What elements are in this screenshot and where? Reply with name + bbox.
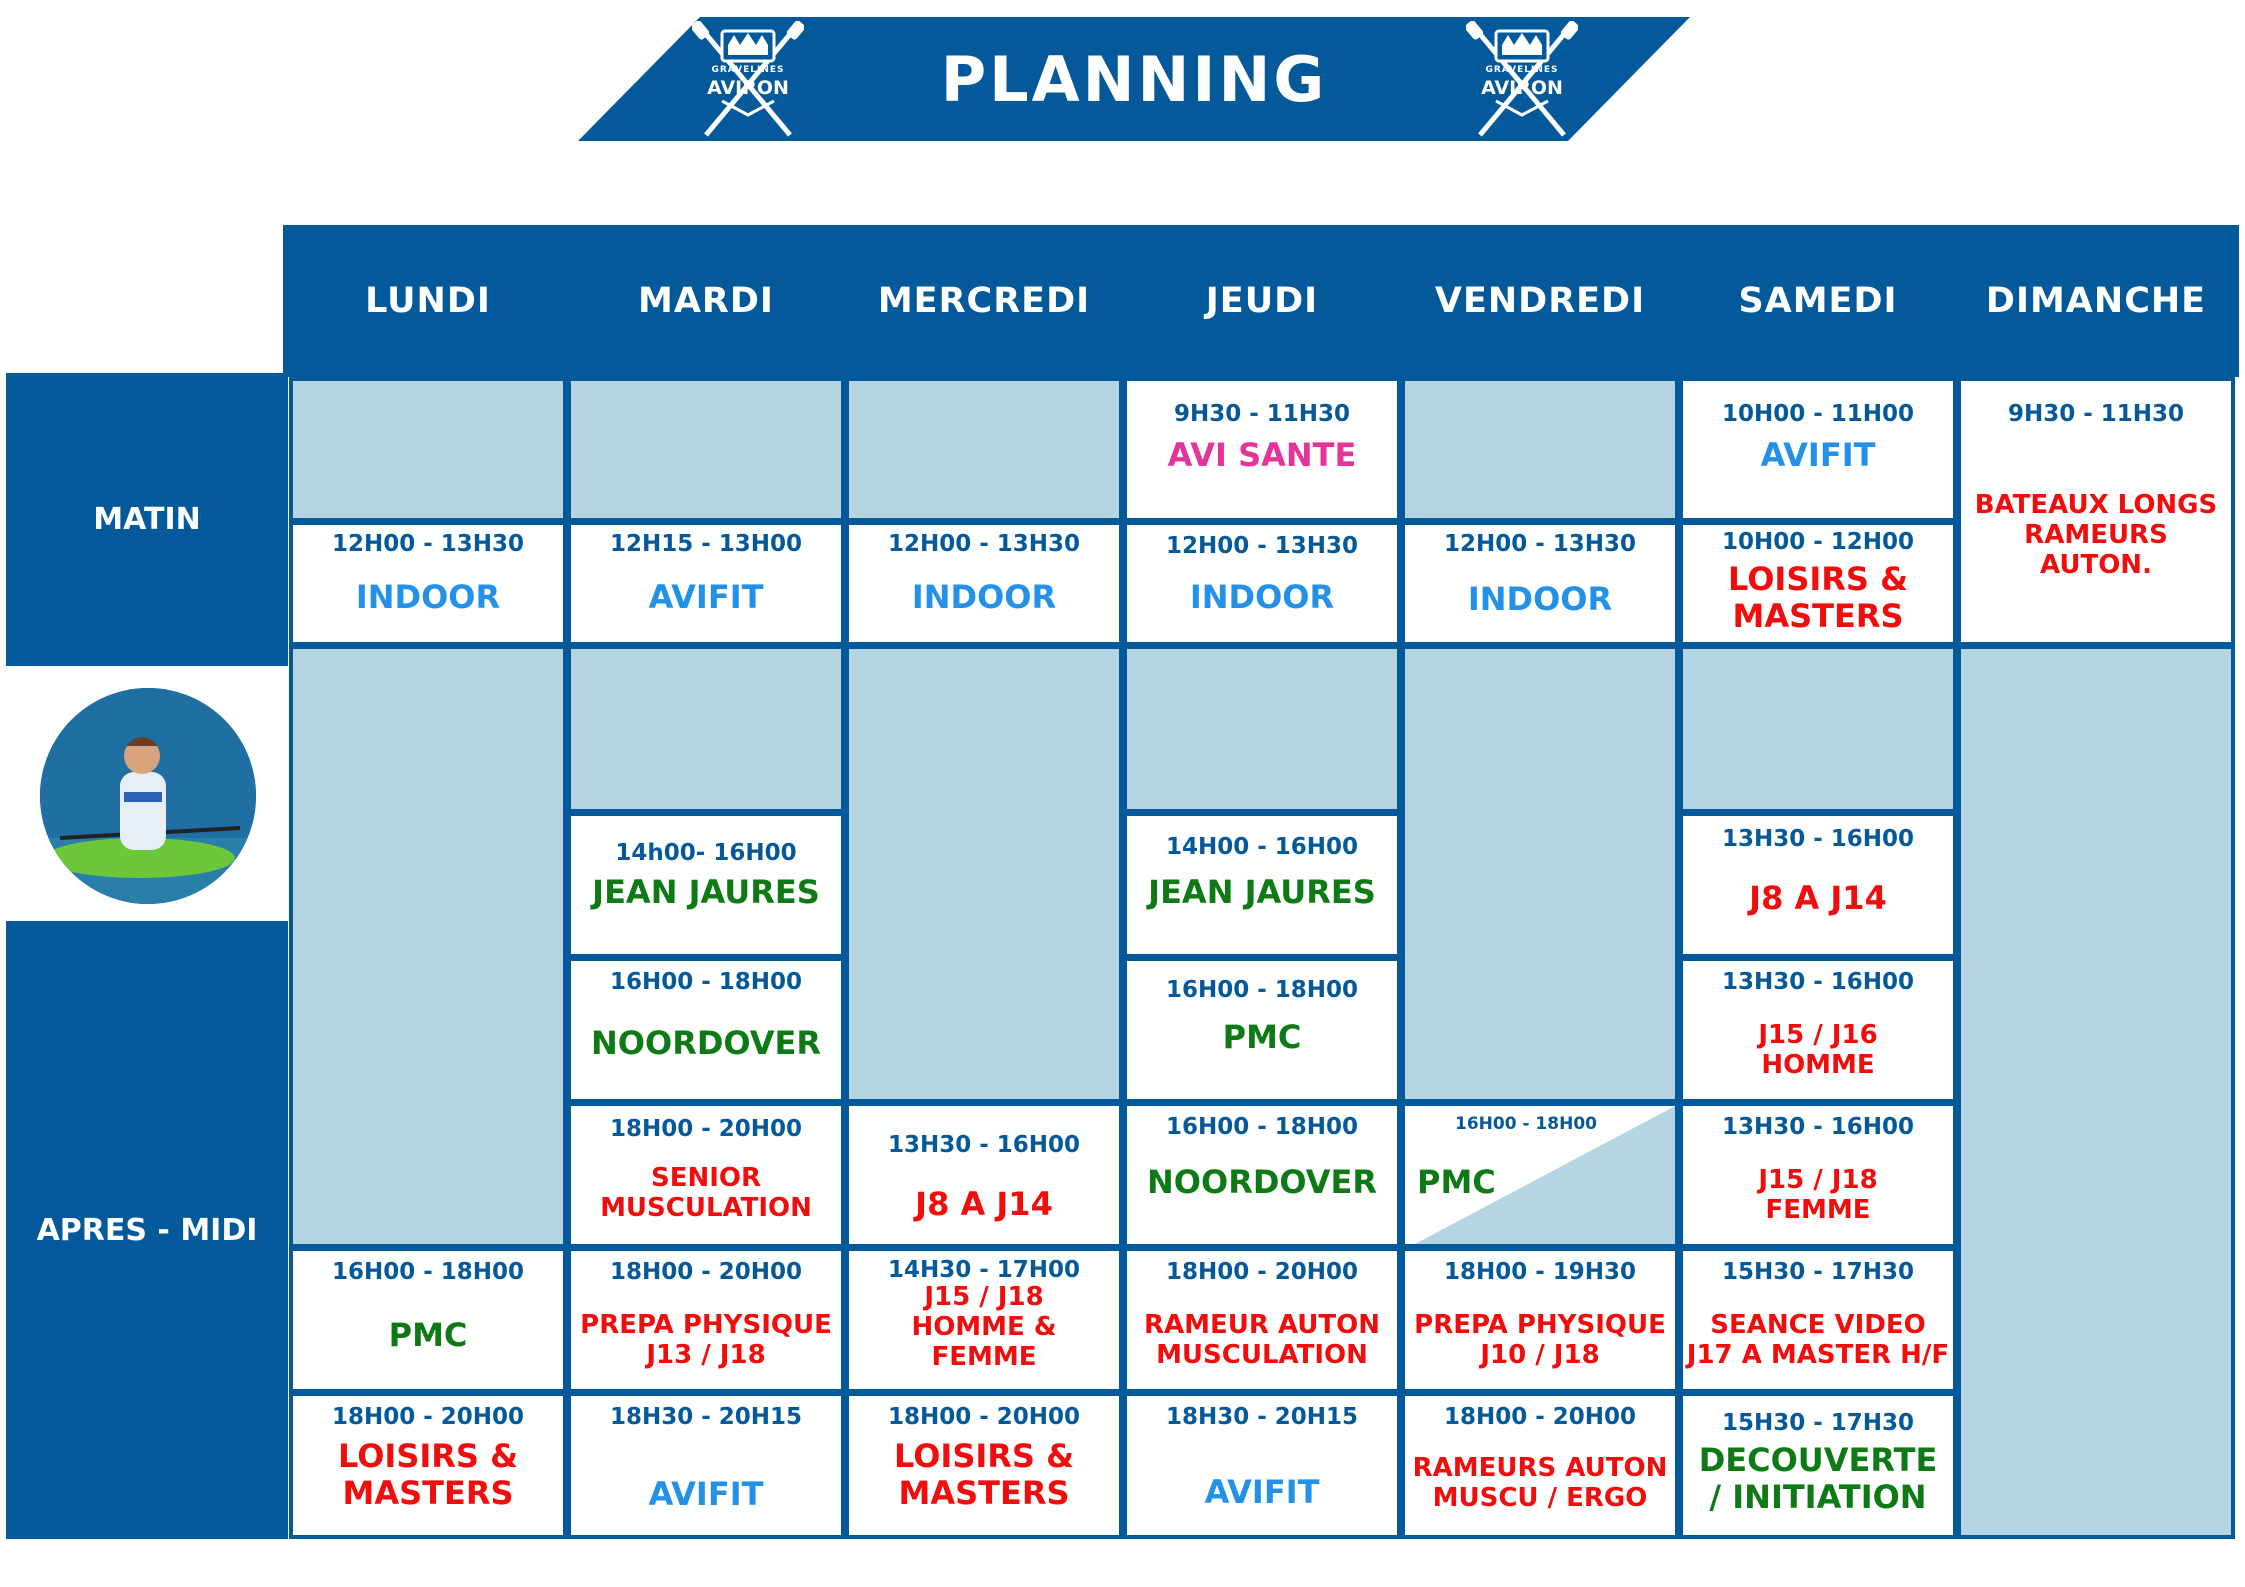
session-time: 15H30 - 17H30 xyxy=(1721,1259,1915,1285)
session-time: 18H00 - 20H00 xyxy=(331,1404,525,1430)
session-time: 10H00 - 11H00 xyxy=(1721,401,1915,427)
session-label: AVIFIT xyxy=(648,1475,764,1513)
empty-slot xyxy=(1957,645,2235,1539)
day-header-mercredi: MERCREDI xyxy=(877,281,1091,321)
session-mar-noordover xyxy=(567,957,845,1103)
session-label: AVIFIT xyxy=(1760,436,1876,474)
session-label: PREPA PHYSIQUE J13 / J18 xyxy=(580,1310,832,1370)
afternoon-header: APRES - MIDI xyxy=(6,921,288,1539)
session-label: LOISIRS & MASTERS xyxy=(893,1437,1075,1512)
session-time: 13H30 - 16H00 xyxy=(1721,1114,1915,1140)
empty-slot xyxy=(1401,377,1679,522)
session-time: 12H00 - 13H30 xyxy=(1165,533,1359,559)
session-jeu-pmc xyxy=(1123,957,1401,1103)
session-time: 18H00 - 20H00 xyxy=(1443,1404,1637,1430)
session-time: 9H30 - 11H30 xyxy=(2007,401,2185,427)
session-label: DECOUVERTE / INITIATION xyxy=(1698,1441,1938,1516)
session-mar-avifit-soir xyxy=(567,1392,845,1539)
empty-slot xyxy=(289,645,567,1248)
session-mer-j8-j14 xyxy=(845,1102,1123,1248)
session-label: INDOOR xyxy=(911,578,1057,616)
session-time: 18H00 - 20H00 xyxy=(609,1116,803,1142)
session-mer-loisirs xyxy=(845,1392,1123,1539)
session-time: 18H00 - 20H00 xyxy=(609,1259,803,1285)
session-sam-seance-video xyxy=(1679,1247,1957,1393)
session-time: 12H15 - 13H00 xyxy=(609,531,803,557)
day-header-lundi: LUNDI xyxy=(365,281,491,321)
session-jeu-rameur-auton xyxy=(1123,1247,1401,1393)
session-time: 16H00 - 18H00 xyxy=(331,1259,525,1285)
session-lun-loisirs xyxy=(289,1392,567,1539)
session-label: RAMEURS AUTON MUSCU / ERGO xyxy=(1412,1453,1668,1513)
session-jeu-jean-jaures xyxy=(1123,812,1401,958)
session-label: SENIOR MUSCULATION xyxy=(600,1163,812,1223)
session-time: 18H30 - 20H15 xyxy=(1165,1404,1359,1430)
session-jeu-indoor xyxy=(1123,521,1401,646)
session-label: JEAN JAURES xyxy=(1148,873,1376,911)
session-label: NOORDOVER xyxy=(1147,1163,1377,1201)
session-jeu-noordover xyxy=(1123,1102,1401,1248)
session-time: 12H00 - 13H30 xyxy=(1443,531,1637,557)
morning-header: MATIN xyxy=(6,373,288,666)
session-time: 16H00 - 18H00 xyxy=(1165,1114,1359,1140)
session-time: 13H30 - 16H00 xyxy=(1721,826,1915,852)
session-label: PMC xyxy=(1222,1018,1302,1056)
session-sam-j15-j16 xyxy=(1679,957,1957,1103)
session-label: LOISIRS & MASTERS xyxy=(337,1437,519,1512)
session-time: 16H00 - 18H00 xyxy=(1165,977,1359,1003)
session-label: LOISIRS & MASTERS xyxy=(1727,560,1909,635)
session-label: BATEAUX LONGS RAMEURS AUTON. xyxy=(1974,490,2218,580)
session-ven-pmc xyxy=(1401,1102,1679,1248)
session-time: 18H00 - 19H30 xyxy=(1443,1259,1637,1285)
session-label: SEANCE VIDEO J17 A MASTER H/F xyxy=(1686,1310,1950,1370)
session-time: 12H00 - 13H30 xyxy=(331,531,525,557)
session-time: 13H30 - 16H00 xyxy=(887,1132,1081,1158)
empty-slot xyxy=(1401,645,1679,1103)
session-time: 15H30 - 17H30 xyxy=(1721,1410,1915,1436)
session-ven-prepa xyxy=(1401,1247,1679,1393)
session-label: AVIFIT xyxy=(1204,1473,1320,1511)
page-title: PLANNING xyxy=(940,42,1328,116)
session-jeu-avi-sante xyxy=(1123,377,1401,522)
session-time: 14H00 - 16H00 xyxy=(1165,834,1359,860)
session-label: J8 A J14 xyxy=(1749,879,1887,917)
session-time: 18H00 - 20H00 xyxy=(1165,1259,1359,1285)
day-header-jeudi: JEUDI xyxy=(1205,281,1319,321)
session-label: J15 / J18 FEMME xyxy=(1758,1165,1878,1225)
session-time: 14H30 - 17H00 xyxy=(887,1257,1081,1283)
session-sam-j8-j14 xyxy=(1679,812,1957,958)
rower-image xyxy=(40,688,256,904)
logo-line2: AVIRON xyxy=(707,77,789,99)
rower-photo xyxy=(40,688,256,904)
session-label: INDOOR xyxy=(1189,578,1335,616)
session-label: PMC xyxy=(1417,1163,1496,1201)
session-label: INDOOR xyxy=(355,578,501,616)
empty-slot xyxy=(1679,645,1957,813)
day-header-samedi: SAMEDI xyxy=(1738,281,1898,321)
session-mer-indoor xyxy=(845,521,1123,646)
session-time: 10H00 - 12H00 xyxy=(1721,529,1915,555)
empty-slot xyxy=(289,377,567,522)
session-time: 9H30 - 11H30 xyxy=(1173,401,1351,427)
session-time: 18H30 - 20H15 xyxy=(609,1404,803,1430)
session-time: 16H00 - 18H00 xyxy=(609,969,803,995)
session-mar-jean-jaures xyxy=(567,812,845,958)
session-time: 18H00 - 20H00 xyxy=(887,1404,1081,1430)
session-label: J15 / J16 HOMME xyxy=(1758,1020,1878,1080)
session-sam-loisirs-matin xyxy=(1679,521,1957,646)
session-label: RAMEUR AUTON MUSCULATION xyxy=(1144,1310,1380,1370)
session-label: PREPA PHYSIQUE J10 / J18 xyxy=(1414,1310,1666,1370)
session-label: AVIFIT xyxy=(648,578,764,616)
session-label: INDOOR xyxy=(1467,580,1613,618)
logo-line2: AVIRON xyxy=(1481,77,1563,99)
session-label: J15 / J18 HOMME & FEMME xyxy=(911,1282,1057,1372)
session-ven-rameurs-auton xyxy=(1401,1392,1679,1539)
logo-line1: GRAVELINES xyxy=(1485,65,1559,75)
session-ven-indoor xyxy=(1401,521,1679,646)
session-label: JEAN JAURES xyxy=(592,873,820,911)
session-dim-bateaux-longs xyxy=(1957,377,2235,646)
session-mar-avifit-midi xyxy=(567,521,845,646)
empty-slot xyxy=(567,645,845,813)
session-mar-senior-muscu xyxy=(567,1102,845,1248)
session-time: 13H30 - 16H00 xyxy=(1721,969,1915,995)
session-label: AVI SANTE xyxy=(1167,436,1357,474)
session-mer-j15-j18 xyxy=(845,1247,1123,1393)
session-lun-indoor xyxy=(289,521,567,646)
session-time: 14h00- 16H00 xyxy=(615,840,797,866)
day-header-dimanche: DIMANCHE xyxy=(1985,281,2207,321)
session-label: J8 A J14 xyxy=(915,1185,1053,1223)
session-label: PMC xyxy=(388,1316,468,1354)
empty-slot xyxy=(567,377,845,522)
session-time: 16H00 - 18H00 xyxy=(1455,1114,1597,1134)
session-lun-pmc xyxy=(289,1247,567,1393)
session-time: 12H00 - 13H30 xyxy=(887,531,1081,557)
session-sam-decouverte xyxy=(1679,1392,1957,1539)
empty-slot xyxy=(1123,645,1401,813)
day-header-vendredi: VENDREDI xyxy=(1434,281,1646,321)
session-jeu-avifit-soir xyxy=(1123,1392,1401,1539)
session-label: NOORDOVER xyxy=(591,1024,821,1062)
session-sam-j15-j18 xyxy=(1679,1102,1957,1248)
empty-slot xyxy=(845,377,1123,522)
session-sam-avifit-matin xyxy=(1679,377,1957,522)
empty-slot xyxy=(845,645,1123,1103)
day-header-mardi: MARDI xyxy=(638,281,774,321)
session-mar-prepa xyxy=(567,1247,845,1393)
logo-line1: GRAVELINES xyxy=(711,65,785,75)
